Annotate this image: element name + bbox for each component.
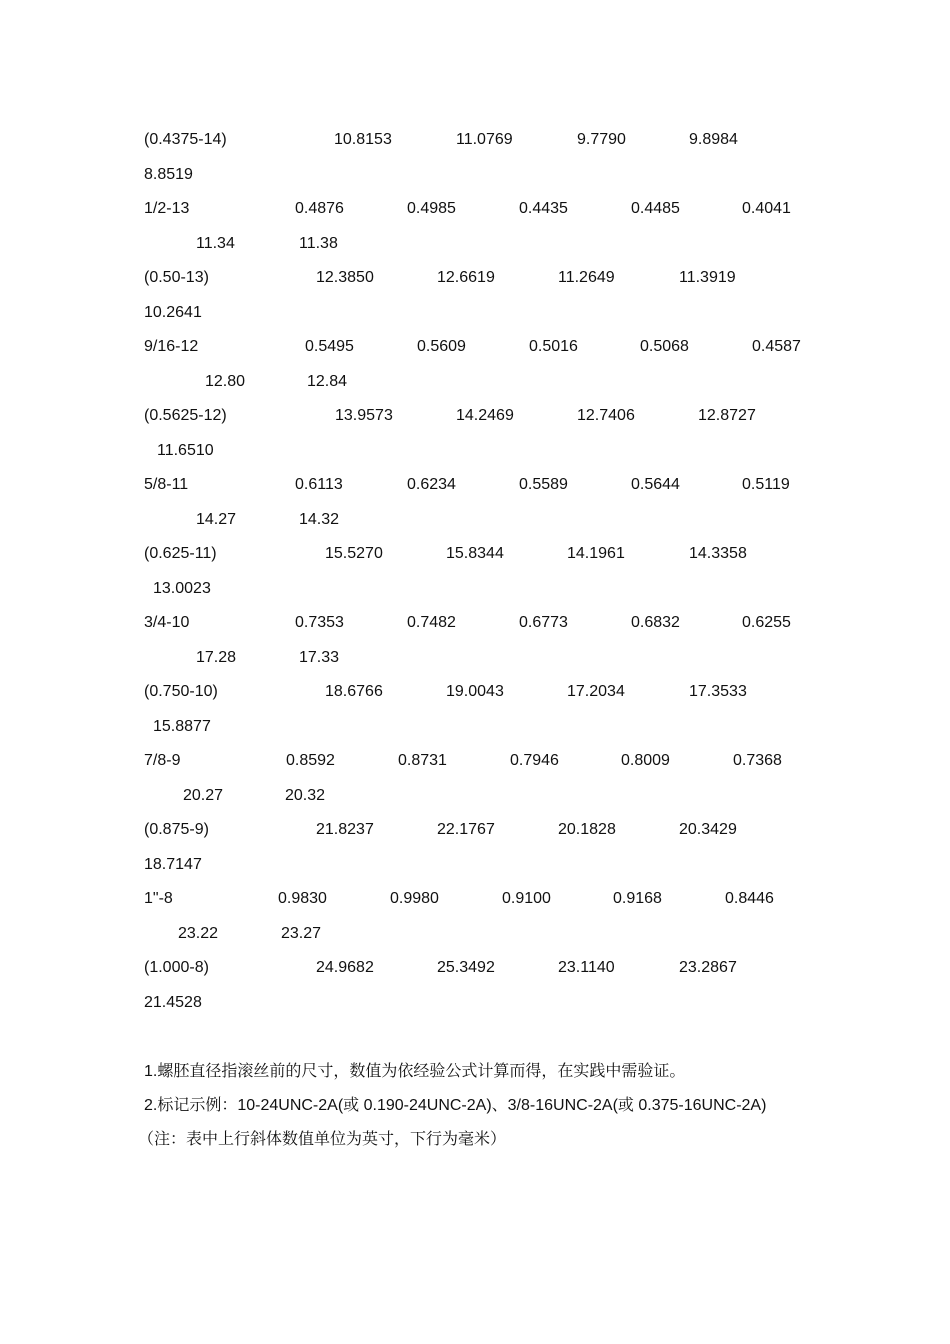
table-cell: 17.2034 <box>567 683 625 700</box>
table-cell: 17.28 <box>196 649 237 666</box>
table-cell: 15.8344 <box>446 545 504 562</box>
table-cell: 12.84 <box>307 373 348 390</box>
table-cell: 0.4041 <box>742 200 791 217</box>
table-cell: 0.5609 <box>417 338 466 355</box>
table-cell: 0.9980 <box>390 890 439 907</box>
table-cell: 0.8446 <box>725 890 774 907</box>
table-cell: 0.7482 <box>407 614 456 631</box>
table-cell: 9/16-12 <box>144 338 199 355</box>
table-cell: 1"-8 <box>144 890 173 907</box>
table-cell: 0.7368 <box>733 752 782 769</box>
table-cell: 0.5589 <box>519 476 568 493</box>
table-cell: 9.8984 <box>689 131 738 148</box>
table-cell: 12.3850 <box>316 269 374 286</box>
table-cell: 1/2-13 <box>144 200 190 217</box>
table-cell: 0.4876 <box>295 200 344 217</box>
table-cell: 15.5270 <box>325 545 383 562</box>
table-cell: 7/8-9 <box>144 752 181 769</box>
table-cell: 0.4587 <box>752 338 801 355</box>
table-cell: 9.7790 <box>577 131 626 148</box>
table-cell: 0.9830 <box>278 890 327 907</box>
table-cell: 18.6766 <box>325 683 383 700</box>
table-cell: 13.0023 <box>153 580 211 597</box>
table-cell: (0.875-9) <box>144 821 209 838</box>
table-cell: 0.7353 <box>295 614 344 631</box>
table-cell: 0.6255 <box>742 614 791 631</box>
table-cell: 11.34 <box>196 235 235 252</box>
table-cell: 23.1140 <box>558 959 615 976</box>
table-cell: 0.5119 <box>742 476 790 493</box>
table-cell: 17.3533 <box>689 683 747 700</box>
table-cell: 17.33 <box>299 649 340 666</box>
table-cell: 14.27 <box>196 511 237 528</box>
table-cell: 0.6113 <box>295 476 343 493</box>
table-cell: 12.7406 <box>577 407 635 424</box>
table-cell: 24.9682 <box>316 959 374 976</box>
table-cell: 25.3492 <box>437 959 495 976</box>
table-cell: 23.2867 <box>679 959 737 976</box>
table-cell: 23.22 <box>178 925 219 942</box>
table-cell: 0.8731 <box>398 752 447 769</box>
table-cell: 0.5016 <box>529 338 578 355</box>
table-cell: 0.4485 <box>631 200 680 217</box>
table-cell: 0.5495 <box>305 338 354 355</box>
table-cell: 14.2469 <box>456 407 514 424</box>
table-cell: 0.8592 <box>286 752 335 769</box>
table-cell: 15.8877 <box>153 718 211 735</box>
table-cell: 5/8-11 <box>144 476 189 493</box>
table-cell: 14.1961 <box>567 545 625 562</box>
table-cell: 12.8727 <box>698 407 756 424</box>
table-cell: 0.6234 <box>407 476 456 493</box>
table-cell: (1.000-8) <box>144 959 209 976</box>
table-cell: 0.5068 <box>640 338 689 355</box>
table-cell: 3/4-10 <box>144 614 190 631</box>
table-cell: 0.6773 <box>519 614 568 631</box>
table-cell: 0.6832 <box>631 614 680 631</box>
table-cell: 12.80 <box>205 373 246 390</box>
table-cell: 20.3429 <box>679 821 737 838</box>
table-cell: 0.8009 <box>621 752 670 769</box>
table-cell: (0.50-13) <box>144 269 209 286</box>
table-cell: 11.2649 <box>558 269 615 286</box>
table-cell: 14.32 <box>299 511 340 528</box>
table-cell: 11.0769 <box>456 131 513 148</box>
table-cell: 11.38 <box>299 235 338 252</box>
table-cell: 0.5644 <box>631 476 680 493</box>
note-units: （注：表中上行斜体数值单位为英寸，下行为毫米） <box>138 1131 507 1148</box>
table-cell: 0.7946 <box>510 752 559 769</box>
table-cell: 12.6619 <box>437 269 495 286</box>
table-cell: (0.750-10) <box>144 683 218 700</box>
table-cell: 22.1767 <box>437 821 495 838</box>
table-cell: 18.7147 <box>144 856 202 873</box>
table-cell: 19.0043 <box>446 683 504 700</box>
table-cell: 0.4435 <box>519 200 568 217</box>
table-cell: 0.9100 <box>502 890 551 907</box>
table-cell: 23.27 <box>281 925 322 942</box>
table-cell: 0.4985 <box>407 200 456 217</box>
table-cell: (0.5625-12) <box>144 407 227 424</box>
table-cell: 10.2641 <box>144 304 202 321</box>
table-cell: (0.625-11) <box>144 545 217 562</box>
table-cell: 0.9168 <box>613 890 662 907</box>
table-cell: 20.27 <box>183 787 224 804</box>
table-cell: 14.3358 <box>689 545 747 562</box>
table-cell: 21.8237 <box>316 821 374 838</box>
table-cell: 8.8519 <box>144 166 193 183</box>
table-cell: (0.4375-14) <box>144 131 227 148</box>
table-cell: 20.1828 <box>558 821 616 838</box>
table-cell: 11.3919 <box>679 269 736 286</box>
table-cell: 21.4528 <box>144 994 202 1011</box>
table-cell: 11.6510 <box>157 442 214 459</box>
note-blank-diameter: 1.螺胚直径指滚丝前的尺寸，数值为依经验公式计算而得，在实践中需验证。 <box>144 1063 686 1080</box>
table-cell: 13.9573 <box>335 407 393 424</box>
table-cell: 10.8153 <box>334 131 392 148</box>
note-marking-example: 2.标记示例：10-24UNC-2A(或 0.190-24UNC-2A)、3/8-16UNC-2A(或 0.375-16UNC-2A) <box>144 1097 767 1114</box>
table-cell: 20.32 <box>285 787 326 804</box>
